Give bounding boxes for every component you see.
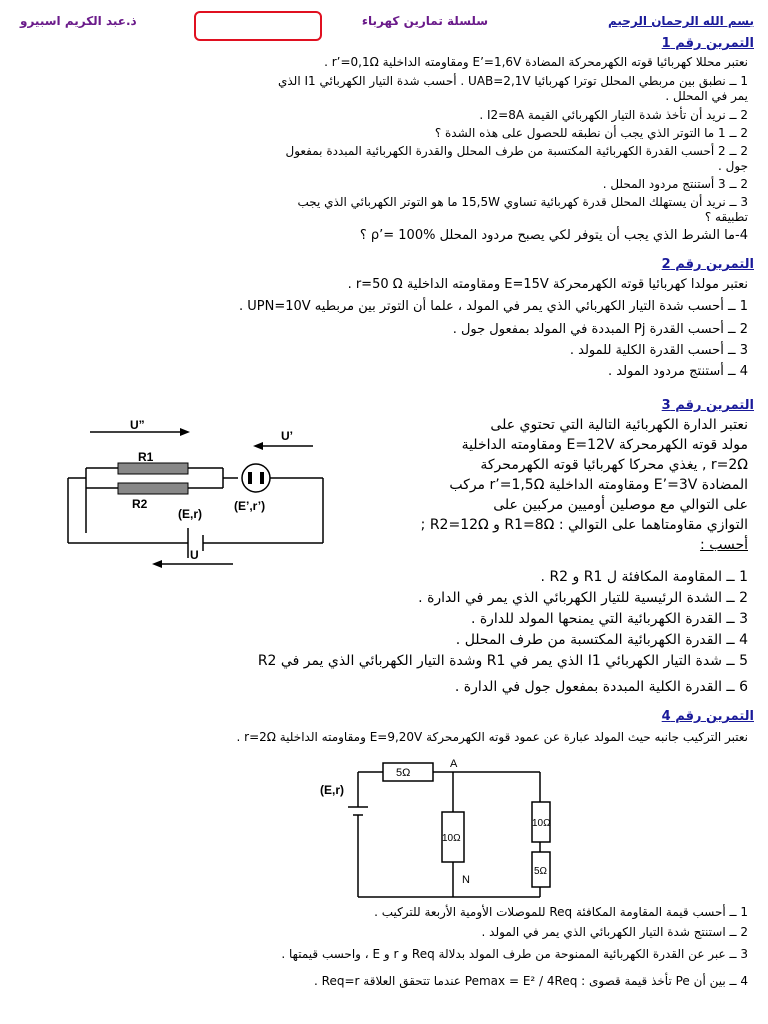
ex3-questions [28, 568, 748, 696]
ex1-line: 2 ــ نريد أن تأخذ شدة التيار الكهربائي القيمة I2=8A . [479, 108, 748, 122]
red-box [194, 11, 322, 41]
label-node-a: A [450, 758, 458, 770]
ex2-body [28, 276, 748, 380]
ex2-line: 1 ــ أحسب شدة التيار الكهربائي الذي يمر في المولد ، علما أن التوتر بين مربطيه UPN=10V . [238, 299, 748, 314]
ex3-intro-line: على التوالي مع موصلين أوميين مركبين على [493, 497, 748, 513]
label-gen: (E,r) [178, 507, 202, 521]
ex1-body [48, 55, 748, 243]
ex3-question: 2 ــ الشدة الرئيسية للتيار الكهربائي الذي يمر في الدارة . [418, 590, 748, 606]
ex4-question: 3 ــ عبر عن القدرة الكهربائية الممنوحة من طرف المولد بدلالة Req و r و E ، واحسب قيمتها . [281, 947, 748, 961]
ex4-circuit [308, 752, 578, 902]
ex4-intro: نعتبر التركيب جانبه حيث المولد عبارة عن عمود قوته الكهرمحركة E=9,20V ومقاومته الداخلية r=2Ω . [236, 730, 748, 744]
label-r-right1: 10Ω [532, 818, 551, 829]
ex3-title: التمرين رقم 3 [661, 398, 754, 413]
ex3-circuit [58, 418, 338, 573]
ex3-intro-line: r=2Ω , يغذي محركا كهربائيا قوته الكهرمحركة [480, 457, 748, 473]
ex1-line: 1 ــ نطبق بين مربطي المحلل توترا كهربائيا UAB=2,1V . أحسب شدة التيار الكهربائي I1 الذي [277, 74, 748, 88]
ex1-line: 2 ــ 1 ما التوتر الذي يجب أن نطبقه للحصول على هذه الشدة ؟ [434, 126, 748, 140]
ex2-title: التمرين رقم 2 [661, 257, 754, 272]
ex3-intro [328, 416, 748, 554]
ex3-intro-line: أحسب : [700, 537, 748, 553]
ex3-intro-line: المضادة E’=3V ومقاومته الداخلية r’=1,5Ω مركب [449, 477, 748, 493]
label-r-mid: 10Ω [442, 833, 461, 844]
ex1-line: تطبيقه ؟ [704, 210, 748, 224]
ex1-title: التمرين رقم 1 [661, 36, 754, 51]
ex3-intro-line: نعتبر الدارة الكهربائية التالية التي تحتوي على [490, 417, 748, 433]
ex3-intro-line: مولد قوته الكهرمحركة E=12V ومقاومته الداخلية [461, 437, 748, 453]
ex1-line: 2 ــ 3 أستنتج مردود المحلل . [602, 177, 748, 191]
ex4-question: 1 ــ أحسب قيمة المقاومة المكافئة Req للموصلات الأومية الأربعة للتركيب . [374, 905, 748, 919]
label-u1: U’ [281, 429, 293, 443]
label-r2: R2 [132, 497, 148, 511]
ex3-question: 1 ــ المقاومة المكافئة ل R1 و R2 . [540, 569, 748, 585]
author: ذ.عبد الكريم اسبيرو [20, 14, 137, 28]
ex3-question: 4 ــ القدرة الكهربائية المكتسبة من طرف المحلل . [455, 632, 748, 648]
label-gen4: (E,r) [320, 783, 344, 797]
label-u2: U” [130, 418, 145, 432]
ex3-question: 3 ــ القدرة الكهربائية التي يمنحها المولد للدارة . [470, 611, 748, 627]
ex2-line: 2 ــ أحسب القدرة Pj المبددة في المولد بمفعول جول . [452, 322, 748, 337]
ex4-question: 4 ــ بين أن Pe تأخذ قيمة قصوى : Pemax = E² / 4Req عندما تتحقق العلاقة Req=r . [314, 974, 748, 988]
ex1-line: جول . [718, 159, 748, 173]
ex2-line: 4 ــ أستنتج مردود المولد . [608, 364, 748, 379]
ex4-title: التمرين رقم 4 [661, 709, 754, 724]
label-r-top: 5Ω [396, 767, 411, 779]
ex3-intro-line: التوازي مقاومتاهما على التوالي : R1=8Ω و R2=12Ω ; [420, 517, 748, 533]
series-title: سلسلة تمارين كهرباء [361, 14, 489, 28]
basmala: بسم الله الرحمان الرحيم [607, 14, 754, 28]
ex3-question: 5 ــ شدة التيار الكهربائي I1 الذي يمر في R1 وشدة التيار الكهربائي الذي يمر في R2 [257, 653, 748, 669]
ex2-line: نعتبر مولدا كهربائيا قوته الكهرمحركة E=15V ومقاومته الداخلية r=50 Ω . [347, 277, 748, 292]
label-motor: (E’,r’) [234, 499, 266, 513]
ex1-line: نعتبر محللا كهربائيا قوته الكهرمحركة المضادة E’=1,6V ومقاومته الداخلية r’=0,1Ω . [324, 55, 748, 69]
ex1-line: 3 ــ نريد أن يستهلك المحلل قدرة كهربائية تساوي 15,5W ما هو التوتر الكهربائي الذي يجب [297, 195, 748, 209]
ex1-line: 2 ــ 2 أحسب القدرة الكهربائية المكتسبة من طرف المحلل والقدرة الكهربائية المبددة بمفعول [285, 144, 748, 158]
ex1-line: 4-ما الشرط الذي يجب أن يتوفر لكي يصبح مردود المحلل ρ’= 100% ؟ [359, 228, 748, 243]
label-node-n: N [462, 874, 470, 886]
ex4-questions [28, 905, 748, 989]
ex4-question: 2 ــ استنتج شدة التيار الكهربائي الذي يمر في المولد . [481, 925, 748, 939]
ex3-question: 6 ــ القدرة الكلية المبددة بمفعول جول في الدارة . [454, 679, 748, 695]
label-r1: R1 [138, 450, 154, 464]
label-r-right2: 5Ω [534, 866, 548, 877]
label-u: U [190, 548, 199, 562]
ex2-line: 3 ــ أحسب القدرة الكلية للمولد . [569, 343, 748, 358]
ex1-line: يمر في المحلل . [665, 89, 748, 103]
